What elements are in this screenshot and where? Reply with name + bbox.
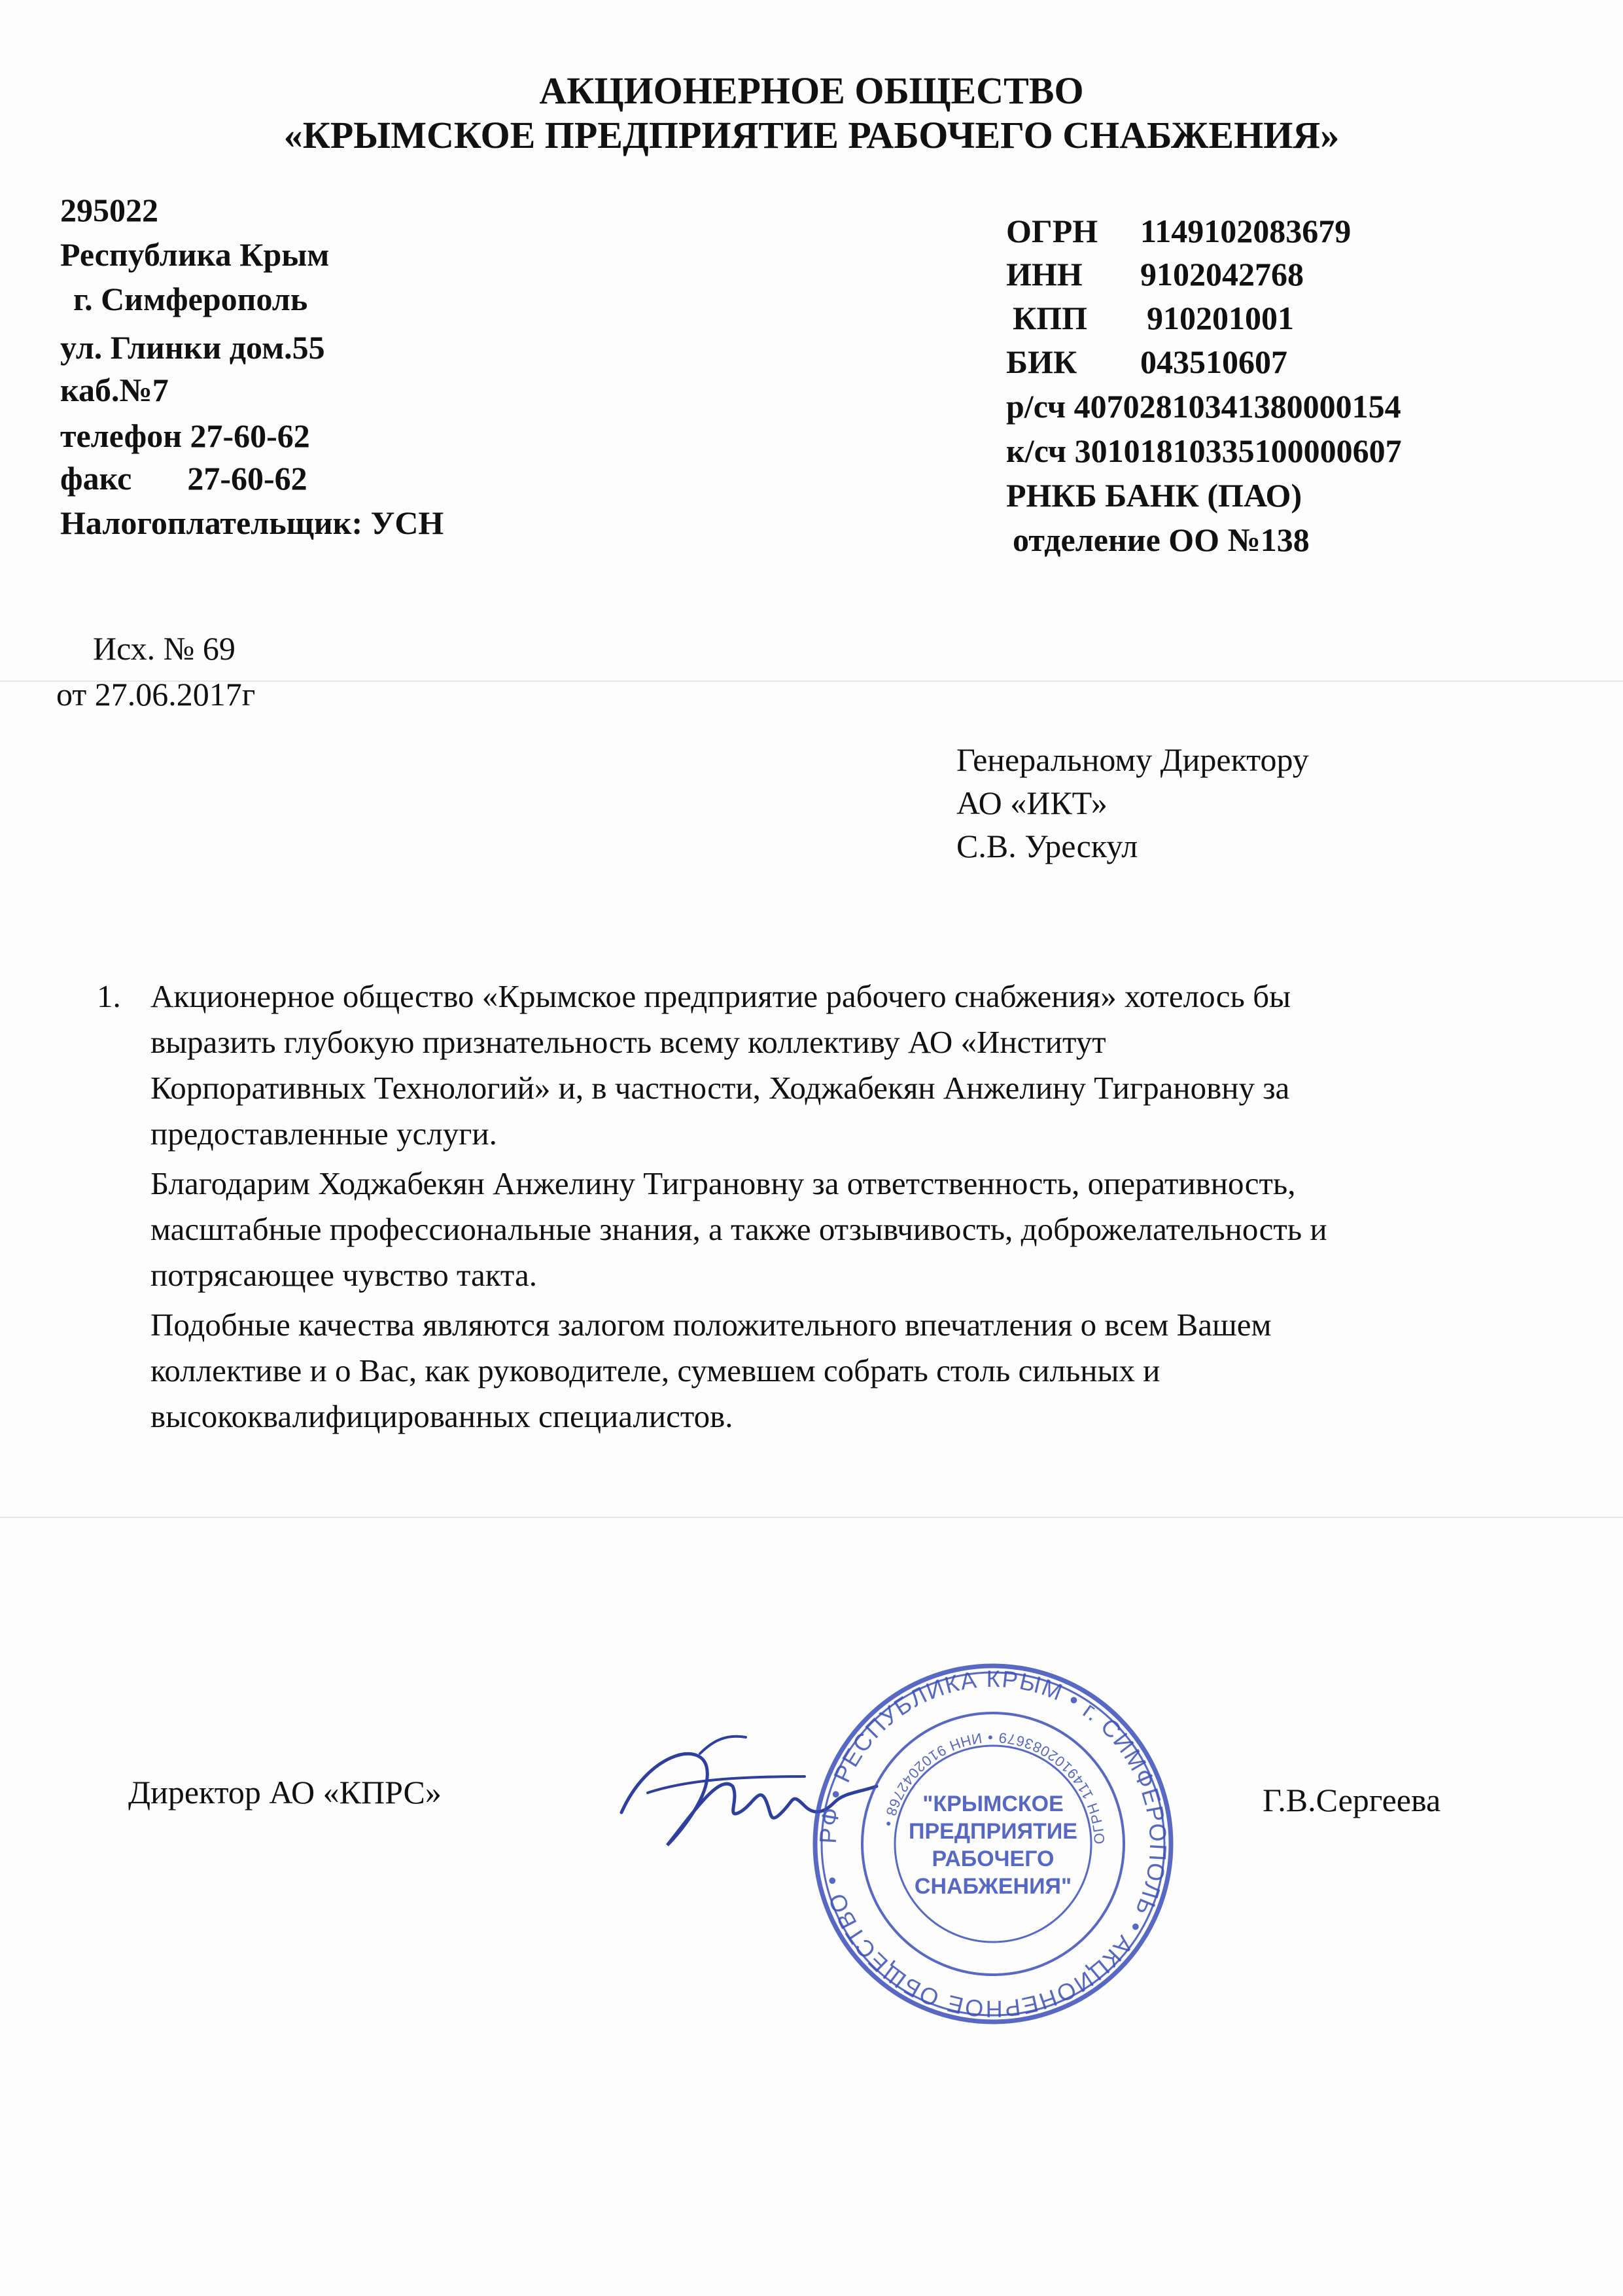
letter-body xyxy=(97,974,1556,1443)
city: г. Симферополь xyxy=(73,281,308,317)
list-item-number: 1. xyxy=(97,978,121,1014)
outgoing-date: от 27.06.2017г xyxy=(56,676,256,713)
seal-center-line: ПРЕДПРИЯТИЕ xyxy=(909,1819,1077,1844)
bik-row xyxy=(1006,342,1287,382)
office: каб.№7 xyxy=(60,372,169,408)
paragraph1-line: Акционерное общество «Крымское предприятие рабочего снабжения» хотелось бы xyxy=(150,978,1291,1014)
paragraph1-line: Корпоративных Технологий» и, в частности, Ходжабекян Анжелину Тиграновну за xyxy=(150,1070,1290,1106)
fax-value: 27-60-62 xyxy=(187,460,307,497)
seal-center-line: РАБОЧЕГО xyxy=(932,1846,1055,1871)
inn-value: 9102042768 xyxy=(1140,256,1304,292)
paragraph2-line: масштабные профессиональные знания, а также отзывчивость, доброжелательность и xyxy=(150,1211,1327,1247)
ogrn-row xyxy=(1006,211,1351,251)
kpp-label: КПП xyxy=(1013,300,1088,336)
tax-regime: Налогоплательщик: УСН xyxy=(60,504,444,541)
paragraph3-line: высококвалифицированных специалистов. xyxy=(150,1398,733,1434)
gratitude-paragraph xyxy=(150,974,1556,1157)
kpp-value: 910201001 xyxy=(1147,300,1294,336)
seal-center-line: СНАБЖЕНИЯ" xyxy=(914,1874,1072,1899)
closing-paragraph xyxy=(150,1302,1556,1439)
correspondent-account: к/сч 30101810335100000607 xyxy=(1006,433,1402,469)
region: Республика Крым xyxy=(60,236,330,273)
postcode: 295022 xyxy=(60,192,158,228)
signatory-name: Г.В.Сергеева xyxy=(1263,1782,1441,1818)
fold-line xyxy=(0,1517,1623,1518)
company-seal xyxy=(810,1661,1176,2027)
qualities-paragraph xyxy=(150,1161,1556,1298)
paragraph1-line: выразить глубокую признательность всему коллективу АО «Институт xyxy=(150,1024,1106,1060)
inn-label: ИНН xyxy=(1006,256,1083,292)
ogrn-label: ОГРН xyxy=(1006,213,1098,249)
addressee-name: С.В. Урескул xyxy=(956,828,1138,864)
company-title-line1: АКЦИОНЕРНОЕ ОБЩЕСТВО xyxy=(539,69,1084,112)
seal-inner-text: ОГРН 1149102083679 • ИНН 9102042768 • xyxy=(880,1729,1108,1845)
seal-center-text xyxy=(909,1792,1077,1899)
kpp-row xyxy=(1013,298,1294,338)
paragraph2-line: потрясающее чувство такта. xyxy=(150,1257,537,1293)
addressee-position: Генеральному Директору xyxy=(956,741,1309,778)
paragraph3-line: Подобные качества являются залогом положительного впечатления о всем Вашем xyxy=(150,1307,1272,1343)
settlement-account: р/сч 40702810341380000154 xyxy=(1006,388,1401,425)
fax-row xyxy=(60,458,307,499)
inn-row xyxy=(1006,254,1304,294)
fax-label: факс xyxy=(60,460,132,497)
paragraph2-line: Благодарим Ходжабекян Анжелину Тиграновну за ответственность, оперативность, xyxy=(150,1165,1296,1201)
addressee-company: АО «ИКТ» xyxy=(956,785,1108,821)
seal-center-line: "КРЫМСКОЕ xyxy=(922,1792,1064,1816)
company-title-line2: «КРЫМСКОЕ ПРЕДПРИЯТИЕ РАБОЧЕГО СНАБЖЕНИЯ» xyxy=(283,114,1340,156)
signatory-position: Директор АО «КПРС» xyxy=(128,1774,442,1810)
bik-label: БИК xyxy=(1006,344,1077,380)
paragraph1-line: предоставленные услуги. xyxy=(150,1116,497,1152)
bank-branch: отделение ОО №138 xyxy=(1013,521,1310,558)
phone: телефон 27-60-62 xyxy=(60,417,310,454)
street: ул. Глинки дом.55 xyxy=(60,329,325,366)
paragraph3-line: коллективе и о Вас, как руководителе, сумевшем собрать столь сильных и xyxy=(150,1352,1161,1388)
bik-value: 043510607 xyxy=(1140,344,1287,380)
bank-name: РНКБ БАНК (ПАО) xyxy=(1006,477,1302,514)
seal-outer-text: РФ • РЕСПУБЛИКА КРЫМ • г. СИМФЕРОПОЛЬ • АКЦИОНЕРНОЕ ОБЩЕСТВО • xyxy=(814,1665,1172,2023)
outgoing-number: Исх. № 69 xyxy=(93,630,236,667)
ogrn-value: 1149102083679 xyxy=(1140,213,1352,249)
